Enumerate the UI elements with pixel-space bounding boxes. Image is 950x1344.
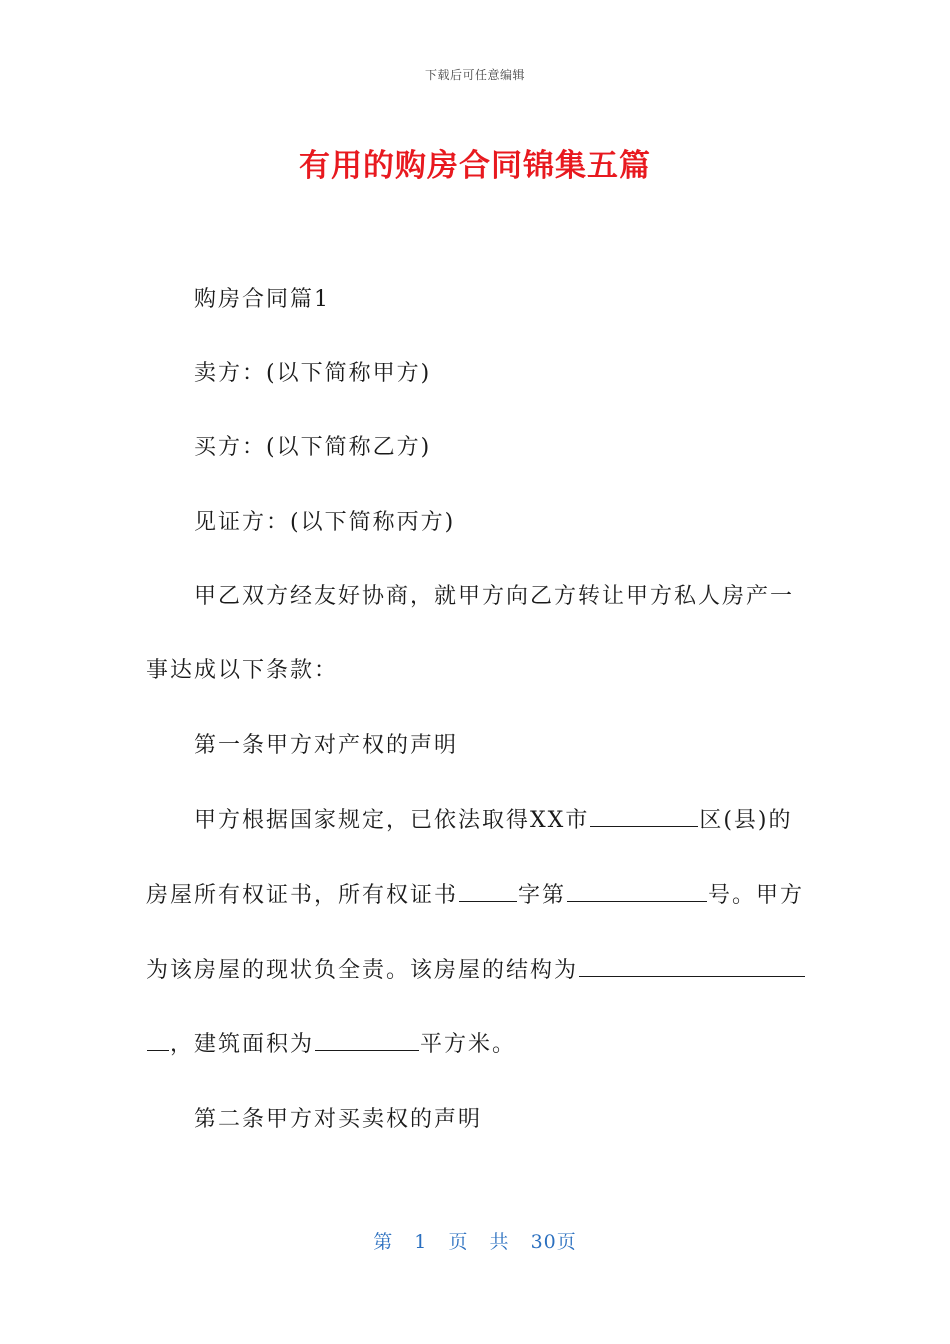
footer-current-page: 1 <box>414 1231 428 1253</box>
page-footer <box>0 1227 950 1254</box>
article-1-line-2-text-c: 号。甲方 <box>708 883 805 908</box>
certificate-number-blank <box>567 881 707 902</box>
structure-blank-continued <box>147 1030 169 1051</box>
article-1-line-4 <box>146 1027 806 1058</box>
article-1-line-1-text-a: 甲方根据国家规定，已依法取得XX市 <box>194 808 590 833</box>
footer-total-label: 共 <box>489 1231 510 1253</box>
article-1-line-2 <box>146 878 806 909</box>
article-1-line-1-text-b: 区(县)的 <box>699 808 793 833</box>
article-1-line-4-text-a: ，建筑面积为 <box>170 1032 315 1057</box>
structure-blank <box>579 956 805 977</box>
article-1-line-3 <box>146 953 806 984</box>
footer-prefix: 第 <box>373 1231 394 1253</box>
footer-middle: 页 <box>448 1231 469 1253</box>
header-note: 下载后可任意编辑 <box>424 68 525 82</box>
area-blank <box>315 1030 419 1051</box>
certificate-prefix-blank <box>459 881 517 902</box>
agreement-paragraph-line-2: 事达成以下条款： <box>146 658 339 683</box>
article-1-line-3-text: 为该房屋的现状负全责。该房屋的结构为 <box>146 958 579 983</box>
agreement-paragraph-line-1: 甲乙双方经友好协商，就甲方向乙方转让甲方私人房产一 <box>194 584 795 609</box>
seller-line: 卖方：(以下简称甲方) <box>194 361 432 386</box>
district-blank <box>590 806 698 827</box>
footer-total-pages: 30页 <box>530 1231 577 1253</box>
article-1-heading: 第一条甲方对产权的声明 <box>194 733 459 758</box>
article-1-line-2-text-b: 字第 <box>518 883 567 908</box>
witness-line: 见证方：(以下简称丙方) <box>194 510 456 535</box>
section-heading: 购房合同篇1 <box>194 287 330 312</box>
document-title: 有用的购房合同锦集五篇 <box>299 148 651 184</box>
article-1-line-4-text-b: 平方米。 <box>420 1032 517 1057</box>
article-1-line-1 <box>194 803 854 834</box>
buyer-line: 买方：(以下简称乙方) <box>194 435 432 460</box>
article-1-line-2-text-a: 房屋所有权证书，所有权证书 <box>146 883 459 908</box>
article-2-heading: 第二条甲方对买卖权的声明 <box>194 1107 483 1132</box>
